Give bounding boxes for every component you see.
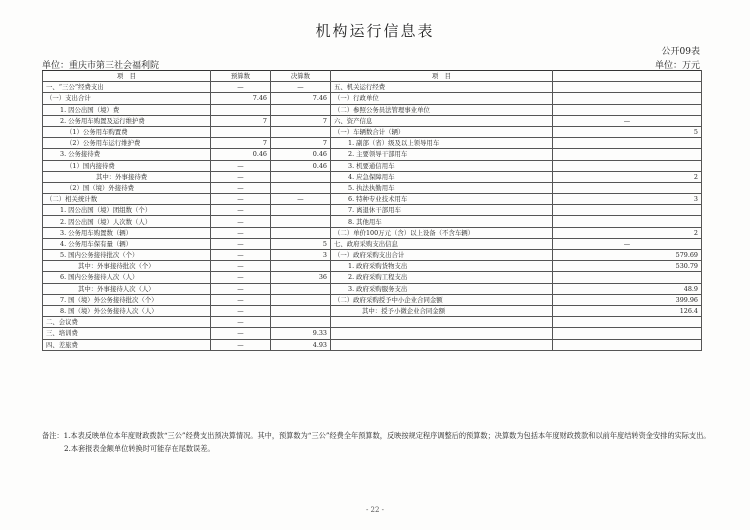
item-label-cell: 2. 主要领导干部用车 xyxy=(331,149,553,160)
value-cell xyxy=(271,104,331,115)
item-label-cell: 三、培训费 xyxy=(43,328,211,339)
table-row xyxy=(43,328,702,339)
value-cell xyxy=(553,317,702,328)
item-label-cell: 3. 公务用车购置数（辆） xyxy=(43,227,211,238)
value-cell: — xyxy=(211,227,271,238)
currency-unit: 单位：万元 xyxy=(654,61,700,71)
column-header xyxy=(553,71,702,82)
reporting-unit: 单位：重庆市第三社会福利院 xyxy=(42,61,160,71)
item-label-cell xyxy=(331,328,553,339)
item-label-cell: 1. 因公出国（境）团组数（个） xyxy=(43,205,211,216)
value-cell: — xyxy=(211,283,271,294)
value-cell xyxy=(553,328,702,339)
value-cell xyxy=(271,182,331,193)
page-number: - 22 - xyxy=(365,506,385,514)
column-header: 项 目 xyxy=(331,71,553,82)
item-label-cell: （2）国（境）外接待费 xyxy=(43,182,211,193)
value-cell xyxy=(553,93,702,104)
item-label-cell: 4. 应急保障用车 xyxy=(331,171,553,182)
item-label-cell: 4. 公务用车保有量（辆） xyxy=(43,238,211,249)
value-cell: 5 xyxy=(553,126,702,137)
value-cell xyxy=(271,171,331,182)
value-cell xyxy=(271,317,331,328)
column-header: 决算数 xyxy=(271,71,331,82)
item-label-cell: （一）支出合计 xyxy=(43,93,211,104)
item-label-cell: （一）政府采购支出合计 xyxy=(331,250,553,261)
note-1: 备注：1.本表反映单位本年度财政拨款“三公”经费支出预决算情况。其中，预算数为“三公”经费全年预算数，反映按规定程序调整后的预算数；决算数为包括本年度财政拨款和以前年度结转资金安排的实际支出。 xyxy=(42,431,711,440)
table-row xyxy=(43,216,702,227)
table-row xyxy=(43,205,702,216)
value-cell xyxy=(271,227,331,238)
value-cell: 2 xyxy=(553,171,702,182)
table-row xyxy=(43,171,702,182)
value-cell: 7 xyxy=(211,115,271,126)
item-label-cell: 其中：外事接待批次（个） xyxy=(43,261,211,272)
item-label-cell: 1. 政府采购货物支出 xyxy=(331,261,553,272)
item-label-cell: 7. 国（境）外公务接待批次（个） xyxy=(43,294,211,305)
item-label-cell: 2. 因公出国（境）人次数（人） xyxy=(43,216,211,227)
value-cell xyxy=(211,126,271,137)
value-cell xyxy=(553,205,702,216)
table-row xyxy=(43,115,702,126)
value-cell: — xyxy=(211,160,271,171)
page-title: 机构运行信息表 xyxy=(315,22,435,40)
value-cell: — xyxy=(211,182,271,193)
value-cell xyxy=(271,261,331,272)
item-label-cell: （1）国内接待费 xyxy=(43,160,211,171)
item-label-cell: 1. 副部（省）级及以上领导用车 xyxy=(331,138,553,149)
item-label-cell: （一）车辆数合计（辆） xyxy=(331,126,553,137)
value-cell: 5 xyxy=(271,238,331,249)
value-cell: 0.46 xyxy=(271,160,331,171)
value-cell xyxy=(553,104,702,115)
table-header-row xyxy=(43,71,702,82)
item-label-cell: 其中：授予小微企业合同金额 xyxy=(331,305,553,316)
item-label-cell xyxy=(331,317,553,328)
value-cell: 579.69 xyxy=(553,250,702,261)
value-cell xyxy=(553,82,702,93)
item-label-cell: 二、会议费 xyxy=(43,317,211,328)
value-cell: 126.4 xyxy=(553,305,702,316)
item-label-cell: 七、政府采购支出信息 xyxy=(331,238,553,249)
item-label-cell: 其中：外事接待费 xyxy=(43,171,211,182)
note-2: 2.本套报表金额单位转换时可能存在尾数误差。 xyxy=(64,443,215,453)
value-cell: 3 xyxy=(271,250,331,261)
value-cell: — xyxy=(211,238,271,249)
table-row xyxy=(43,82,702,93)
value-cell: 399.96 xyxy=(553,294,702,305)
item-label-cell: 六、资产信息 xyxy=(331,115,553,126)
item-label-cell: 3. 政府采购服务支出 xyxy=(331,283,553,294)
value-cell xyxy=(271,126,331,137)
value-cell: 0.46 xyxy=(271,149,331,160)
table-row xyxy=(43,182,702,193)
item-label-cell: （1）公务用车购置费 xyxy=(43,126,211,137)
value-cell: 7 xyxy=(271,138,331,149)
value-cell xyxy=(553,160,702,171)
table-row xyxy=(43,126,702,137)
item-label-cell: （2）公务用车运行维护费 xyxy=(43,138,211,149)
item-label-cell: 一、“三公”经费支出 xyxy=(43,82,211,93)
table-row xyxy=(43,317,702,328)
item-label-cell: 5. 执法执勤用车 xyxy=(331,182,553,193)
value-cell xyxy=(211,104,271,115)
value-cell: — xyxy=(211,328,271,339)
item-label-cell: 5. 国内公务接待批次（个） xyxy=(43,250,211,261)
column-header: 项 目 xyxy=(43,71,211,82)
institution-info-table xyxy=(42,70,702,351)
table-row xyxy=(43,104,702,115)
value-cell: — xyxy=(553,115,702,126)
table-row xyxy=(43,294,702,305)
table-row xyxy=(43,138,702,149)
value-cell: — xyxy=(211,216,271,227)
value-cell xyxy=(271,205,331,216)
table-row xyxy=(43,305,702,316)
value-cell: 48.9 xyxy=(553,283,702,294)
table-row xyxy=(43,272,702,283)
value-cell: — xyxy=(211,250,271,261)
table-row xyxy=(43,238,702,249)
value-cell: — xyxy=(211,317,271,328)
value-cell: 0.46 xyxy=(211,149,271,160)
item-label-cell: 2. 公务用车购置及运行维护费 xyxy=(43,115,211,126)
value-cell: — xyxy=(211,171,271,182)
item-label-cell: 3. 机要通信用车 xyxy=(331,160,553,171)
value-cell: 36 xyxy=(271,272,331,283)
table-row xyxy=(43,194,702,205)
item-label-cell: 3. 公务接待费 xyxy=(43,149,211,160)
value-cell xyxy=(553,138,702,149)
table-row xyxy=(43,227,702,238)
notes xyxy=(42,431,722,454)
item-label-cell: 五、机关运行经费 xyxy=(331,82,553,93)
value-cell: 3 xyxy=(553,194,702,205)
item-label-cell: 6. 特种专业技术用车 xyxy=(331,194,553,205)
value-cell xyxy=(553,216,702,227)
item-label-cell: （二）相关统计数 xyxy=(43,194,211,205)
value-cell: — xyxy=(211,205,271,216)
item-label-cell: 1. 因公出国（境）费 xyxy=(43,104,211,115)
value-cell: — xyxy=(211,261,271,272)
value-cell: — xyxy=(553,238,702,249)
table-row xyxy=(43,283,702,294)
table-row xyxy=(43,93,702,104)
value-cell: — xyxy=(211,194,271,205)
item-label-cell: 8. 国（境）外公务接待人次（人） xyxy=(43,305,211,316)
item-label-cell: （二）政府采购授予中小企业合同金额 xyxy=(331,294,553,305)
table-row xyxy=(43,250,702,261)
value-cell: 7 xyxy=(271,115,331,126)
value-cell: 9.33 xyxy=(271,328,331,339)
item-label-cell: 8. 其他用车 xyxy=(331,216,553,227)
item-label-cell xyxy=(331,339,553,350)
value-cell xyxy=(271,305,331,316)
value-cell xyxy=(271,294,331,305)
value-cell xyxy=(271,283,331,294)
value-cell: — xyxy=(271,194,331,205)
value-cell: — xyxy=(211,272,271,283)
value-cell: 530.79 xyxy=(553,261,702,272)
value-cell xyxy=(271,216,331,227)
value-cell: 7.46 xyxy=(211,93,271,104)
table-row xyxy=(43,339,702,350)
value-cell: — xyxy=(211,294,271,305)
value-cell xyxy=(553,272,702,283)
value-cell xyxy=(553,339,702,350)
value-cell: — xyxy=(271,82,331,93)
value-cell xyxy=(553,149,702,160)
item-label-cell: （二）参照公务员法管理事业单位 xyxy=(331,104,553,115)
item-label-cell: （二）单价100万元（含）以上设备（不含车辆） xyxy=(331,227,553,238)
item-label-cell: 2. 政府采购工程支出 xyxy=(331,272,553,283)
value-cell: 7 xyxy=(211,138,271,149)
value-cell: 4.93 xyxy=(271,339,331,350)
value-cell: 7.46 xyxy=(271,93,331,104)
table-row xyxy=(43,261,702,272)
value-cell: 2 xyxy=(553,227,702,238)
column-header: 预算数 xyxy=(211,71,271,82)
value-cell: — xyxy=(211,339,271,350)
item-label-cell: 7. 离退休干部用车 xyxy=(331,205,553,216)
value-cell: — xyxy=(211,305,271,316)
item-label-cell: 其中：外事接待人次（人） xyxy=(43,283,211,294)
item-label-cell: 四、差旅费 xyxy=(43,339,211,350)
table-row xyxy=(43,149,702,160)
item-label-cell: （一）行政单位 xyxy=(331,93,553,104)
table-row xyxy=(43,160,702,171)
value-cell: — xyxy=(211,82,271,93)
table-code: 公开09表 xyxy=(661,47,700,57)
value-cell xyxy=(553,182,702,193)
item-label-cell: 6. 国内公务接待人次（人） xyxy=(43,272,211,283)
